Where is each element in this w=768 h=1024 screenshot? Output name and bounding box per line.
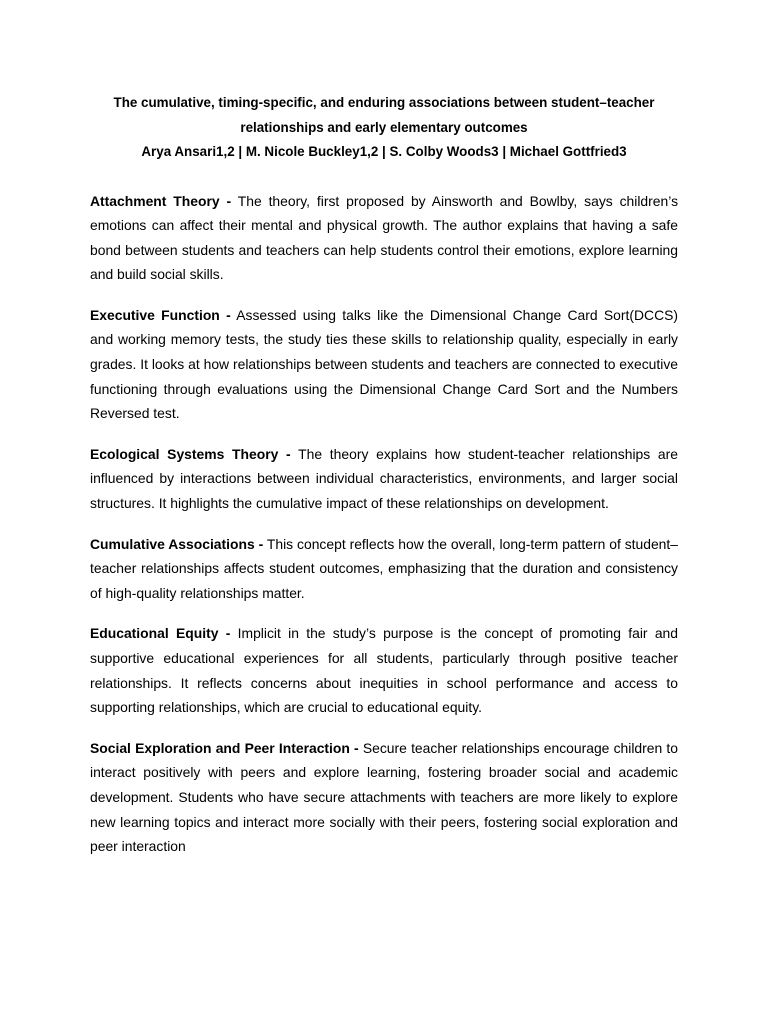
section-executive-function <box>90 303 678 426</box>
section-term: Social Exploration and Peer Interaction - <box>90 739 359 756</box>
section-term: Attachment Theory - <box>90 192 232 209</box>
section-text: This concept reflects how the overall, long-term pattern of student–teacher relationships affects student outcomes, emphasizing that the duration and consistency of high-quality relationships matter. <box>90 535 678 601</box>
author-list: Arya Ansari1,2 | M. Nicole Buckley1,2 | S. Colby Woods3 | Michael Gottfried3 <box>141 144 627 159</box>
section-social-exploration <box>90 736 678 859</box>
section-text: Assessed using talks like the Dimensional Change Card Sort(DCCS) and working memory tests, the study ties these skills to relationship quality, especially in early grades. It looks at how relationships between students and teachers are connected to executive functioning through evaluations using the Dimensional Change Card Sort and the Numbers Reversed test. <box>90 306 679 422</box>
paper-title-line-1: The cumulative, timing-specific, and enduring associations between student–teacher <box>113 95 655 110</box>
section-cumulative-associations <box>90 532 678 606</box>
section-term: Cumulative Associations - <box>90 535 264 552</box>
section-attachment-theory <box>90 189 678 287</box>
section-ecological-systems-theory <box>90 442 678 516</box>
section-term: Ecological Systems Theory - <box>90 445 291 462</box>
title-block <box>90 91 678 165</box>
section-text: The theory explains how student-teacher relationships are influenced by interactions between individual characteristics, environments, and larger social structures. It highlights the cumulative impact of these relationships on development. <box>90 445 678 512</box>
section-term: Executive Function - <box>90 306 231 323</box>
section-educational-equity <box>90 621 678 719</box>
section-text: The theory, first proposed by Ainsworth and Bowlby, says children’s emotions can affect their mental and physical growth. The author explains that having a safe bond between students and teachers can help students control their emotions, explore learning and build social skills. <box>90 192 679 283</box>
section-term: Educational Equity - <box>90 625 231 642</box>
section-text: Implicit in the study’s purpose is the concept of promoting fair and supportive educational experiences for all students, particularly through positive teacher relationships. It reflects concerns about inequities in school performance and access to supporting relationships, which are crucial to educational equity. <box>90 625 679 716</box>
section-text: Secure teacher relationships encourage children to interact positively with peers and explore learning, fostering broader social and academic development. Students who have secure attachments with teachers are more likely to explore new learning topics and interact more socially with their peers, fostering social exploration and peer interaction <box>90 739 678 855</box>
paper-title-line-2: relationships and early elementary outcomes <box>240 119 528 135</box>
